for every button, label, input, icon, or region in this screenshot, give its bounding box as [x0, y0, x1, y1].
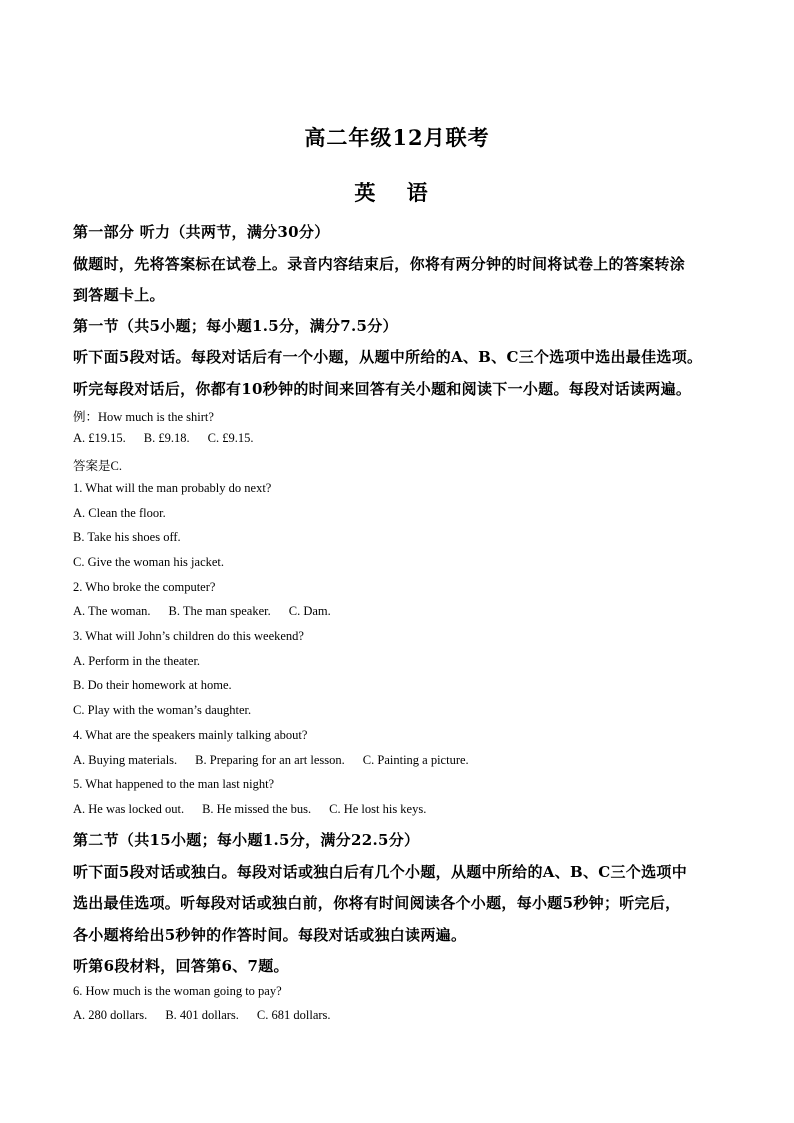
question-4-options [73, 753, 487, 768]
question-2: 2. Who broke the computer? [73, 580, 216, 594]
question-1: 1. What will the man probably do next? [73, 481, 272, 495]
part1-heading: 第一部分 听力（共两节，满分30分） [73, 223, 330, 241]
example-options [73, 431, 271, 446]
question-1-option-b: B. Take his shoes off. [73, 530, 181, 544]
question-5: 5. What happened to the man last night? [73, 777, 275, 791]
question-2-option-a: A. The woman. [73, 604, 151, 618]
question-5-option-b: B. He missed the bus. [202, 802, 312, 816]
example-option-c: C. £9.15. [207, 431, 254, 445]
question-6-option-a: A. 280 dollars. [73, 1008, 148, 1022]
question-6-option-c: C. 681 dollars. [256, 1008, 331, 1022]
question-1-option-a: A. Clean the floor. [73, 506, 166, 520]
question-6-options [73, 1008, 349, 1023]
example-question: 例：How much is the shirt? [73, 410, 214, 424]
question-4-option-b: B. Preparing for an art lesson. [195, 753, 345, 767]
subject-title: 英 语 [354, 180, 440, 205]
section1-heading: 第一节（共5小题；每小题1.5分，满分7.5分） [73, 317, 398, 335]
question-3-option-b: B. Do their homework at home. [73, 678, 232, 692]
section2-instruction-3: 各小题将给出5秒钟的作答时间。每段对话或独白读两遍。 [73, 926, 467, 944]
question-3: 3. What will John’s children do this weekend? [73, 629, 304, 643]
question-2-option-b: B. The man speaker. [168, 604, 271, 618]
question-2-options [73, 604, 349, 619]
question-6: 6. How much is the woman going to pay? [73, 984, 282, 998]
section2-instruction-2: 选出最佳选项。听每段对话或独白前，你将有时间阅读各个小题，每小题5秒钟；听完后， [73, 894, 681, 912]
section2-instruction-1: 听下面5段对话或独白。每段对话或独白后有几个小题，从题中所给的A、B、C三个选项中 [73, 863, 687, 881]
question-4-option-c: C. Painting a picture. [362, 753, 469, 767]
material-6-heading: 听第6段材料，回答第6、7题。 [73, 957, 289, 975]
example-option-b: B. £9.18. [143, 431, 190, 445]
question-6-option-b: B. 401 dollars. [165, 1008, 239, 1022]
part1-instruction-1: 做题时，先将答案标在试卷上。录音内容结束后，你将有两分钟的时间将试卷上的答案转涂 [73, 255, 686, 273]
section1-instruction-1: 听下面5段对话。每段对话后有一个小题，从题中所给的A、B、C三个选项中选出最佳选项。 [73, 348, 703, 366]
question-5-options [73, 802, 444, 817]
question-3-option-a: A. Perform in the theater. [73, 654, 201, 668]
question-4: 4. What are the speakers mainly talking about? [73, 728, 308, 742]
question-2-option-c: C. Dam. [288, 604, 331, 618]
section2-heading: 第二节（共15小题；每小题1.5分，满分22.5分） [73, 831, 420, 849]
example-answer: 答案是C. [73, 459, 122, 473]
part1-instruction-2: 到答题卡上。 [73, 286, 165, 304]
question-4-option-a: A. Buying materials. [73, 753, 178, 767]
question-5-option-c: C. He lost his keys. [329, 802, 427, 816]
exam-title: 高二年级12月联考 [304, 125, 490, 150]
example-option-a: A. £19.15. [73, 431, 126, 445]
question-3-option-c: C. Play with the woman’s daughter. [73, 703, 252, 717]
question-1-option-c: C. Give the woman his jacket. [73, 555, 225, 569]
section1-instruction-2: 听完每段对话后，你都有10秒钟的时间来回答有关小题和阅读下一小题。每段对话读两遍。 [73, 380, 692, 398]
question-5-option-a: A. He was locked out. [73, 802, 185, 816]
